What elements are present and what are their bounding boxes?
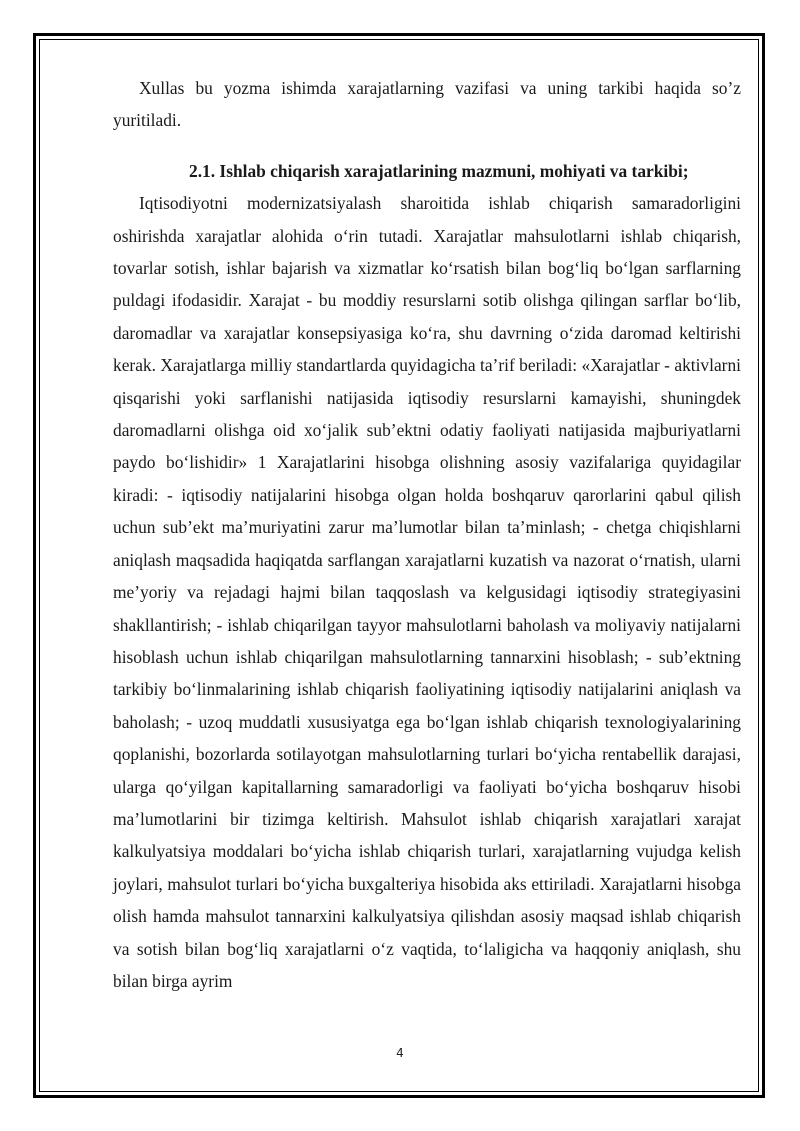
section-heading: 2.1. Ishlab chiqarish xarajatlarining mazmuni, mohiyati va tarkibi; <box>189 160 689 181</box>
body-paragraph: Iqtisodiyotni modernizatsiyalash sharoitida ishlab chiqarish samaradorligini oshirishda xarajatlar alohida oʻrin tutadi. Xarajatlar mahsulotlarni ishlab chiqarish, tovarlar sotish, ishlar bajarish va xizmatlar koʻrsatish bilan bogʻliq boʻlgan sarflarning puldagi ifodasidir. Xarajat - bu moddiy resurslarni sotib olishga qilingan sarflar boʻlib, daromadlar va xarajatlar konsepsiyasiga koʻra, shu davrning oʻzida daromad keltirishi kerak. Xarajatlarga milliy standartlarda quyidagicha ta’rif beriladi: «Xarajatlar - aktivlarni qisqarishi yoki sarflanishi natijasida iqtisodiy resurslarni kamayishi, shuningdek daromadlarni olishga oid xoʻjalik sub’ektni odatiy faoliyati natijasida majburiyatlarni paydo boʻlishidir» 1 Xarajatlarini hisobga olishning asosiy vazifalariga quyidagilar kiradi: - iqtisodiy natijalarini hisobga olgan holda boshqaruv qarorlarini qabul qilish uchun sub’ekt ma’muriyatini zarur ma’lumotlar bilan ta’minlash; - chetga chiqishlarni aniqlash maqsadida haqiqatda sarflangan xarajatlarni kuzatish va nazorat oʻrnatish, ularni me’yoriy va rejadagi hajmi bilan taqqoslash va kelgusidagi iqtisodiy strategiyasini shakllantirish; - ishlab chiqarilgan tayyor mahsulotlarni baholash va moliyaviy natijalarni hisoblash uchun ishlab chiqarilgan mahsulotlarning tannarxini hisoblash; - sub’ektning tarkibiy boʻlinmalarining ishlab chiqarish faoliyatining iqtisodiy natijalarini aniqlash va baholash; - uzoq muddatli xususiyatga ega boʻlgan ishlab chiqarish texnologiyalarining qoplanishi, bozorlarda sotilayotgan mahsulotlarning turlari boʻyicha rentabellik darajasi, ularga qoʻyilgan kapitallarning samaradorligi va faoliyati boʻyicha boshqaruv hisobi ma’lumotlarini bir tizimga keltirish. Mahsulot ishlab chiqarish xarajatlari xarajat kalkulyatsiya moddalari boʻyicha ishlab chiqarish turlari, xarajatlarning vujudga kelish joylari, mahsulot turlari boʻyicha buxgalteriya hisobida aks ettiriladi. Xarajatlarni hisobga olish hamda mahsulot tannarxini kalkulyatsiya qilishdan asosiy maqsad ishlab chiqarish va sotish bilan bogʻliq xarajatlarni oʻz vaqtida, toʻlaligicha va haqqoniy aniqlash, shu bilan birga ayrim <box>113 193 741 991</box>
intro-paragraph: Xullas bu yozma ishimda xarajatlarning vazifasi va uning tarkibi haqida so’z yuritiladi. <box>113 78 741 131</box>
page-number: 4 <box>396 1046 404 1060</box>
page-content <box>113 72 741 997</box>
